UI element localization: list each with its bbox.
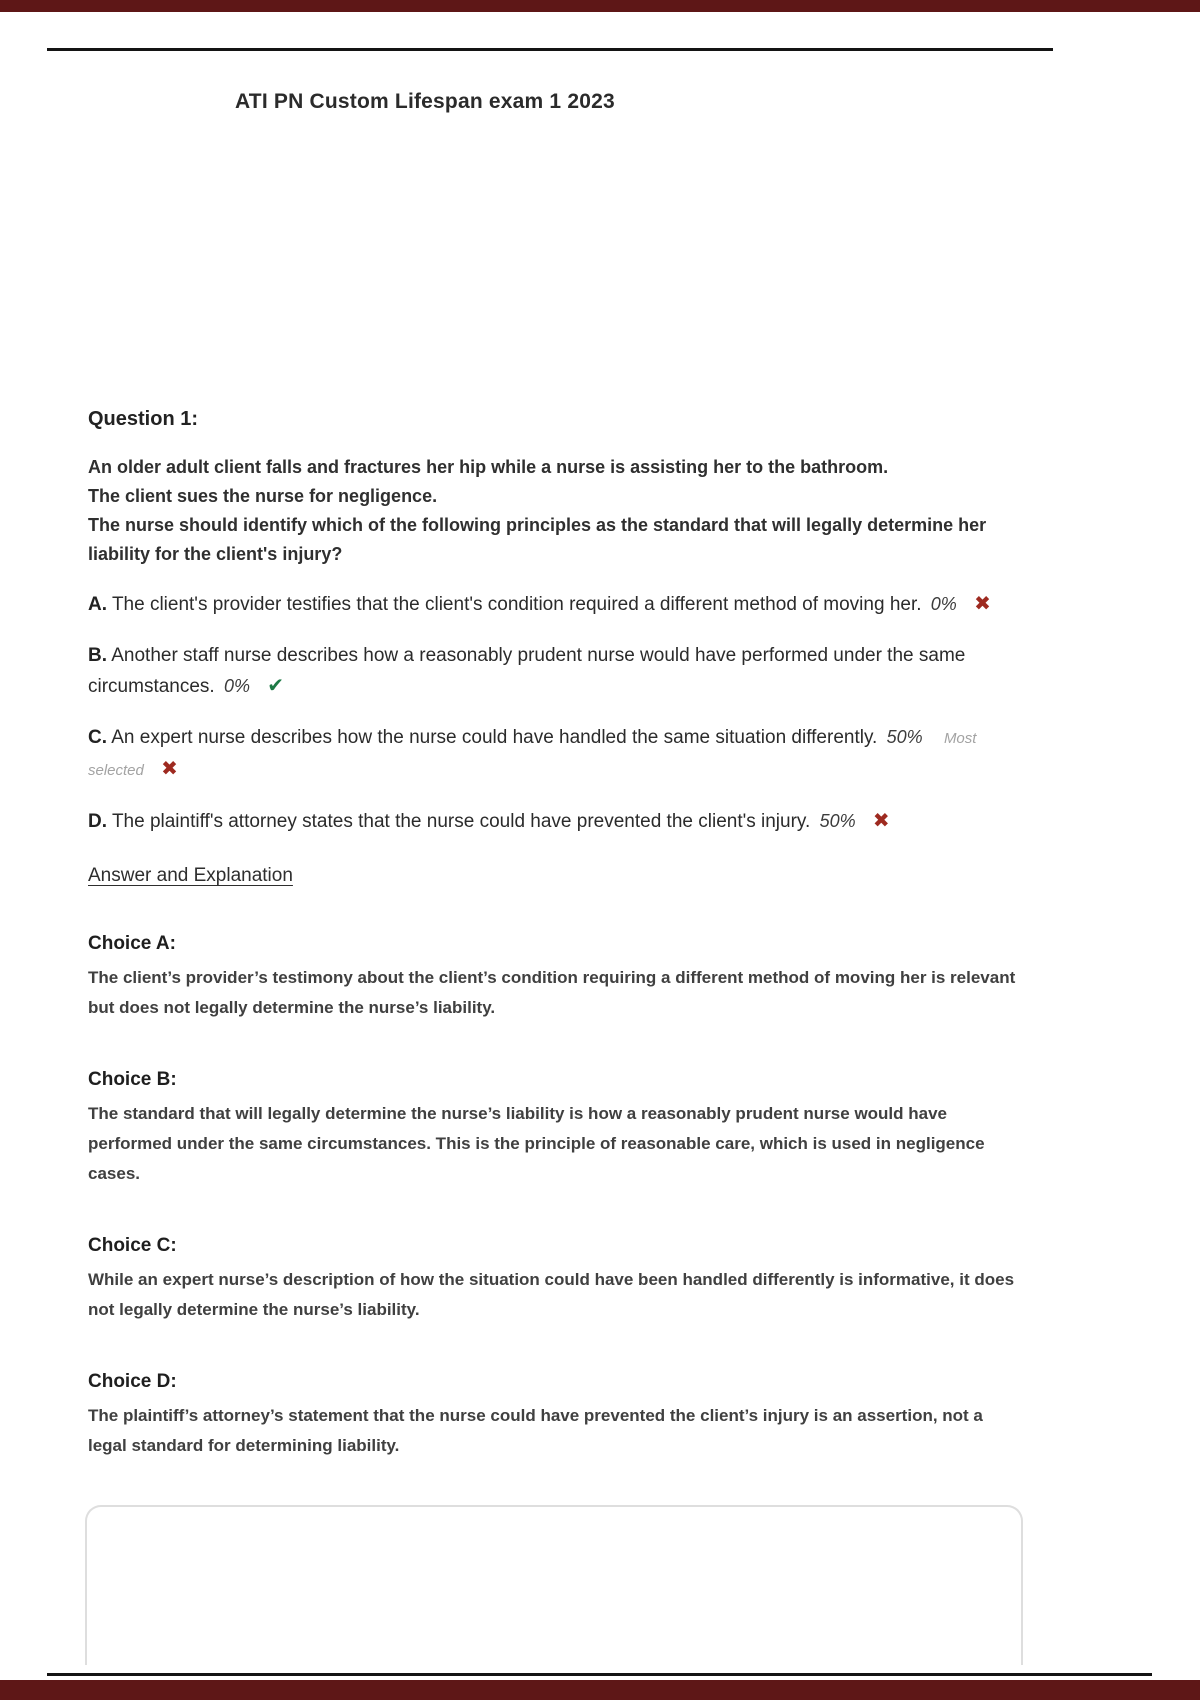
option-a-percent: 0% — [930, 594, 957, 614]
option-b — [88, 640, 1018, 702]
choice-d-heading: Choice D: — [88, 1371, 177, 1392]
choice-a-explanation: The client’s provider’s testimony about the client’s condition requiring a different method of moving her is relevant but does not legally determine the nurse’s liability. — [88, 968, 1016, 1017]
option-c — [88, 722, 1018, 786]
choice-b-explanation: The standard that will legally determine the nurse’s liability is how a reasonably prudent nurse would have performed under the same circumstances. This is the principle of reasonable care, which is used in negligence cases. — [88, 1104, 985, 1183]
option-d-letter: D. — [88, 811, 107, 832]
x-icon: ✖ — [974, 593, 991, 615]
option-a-text: The client's provider testifies that the client's condition required a different method of moving her. — [111, 594, 922, 615]
stem-line-1: An older adult client falls and fractures her hip while a nurse is assisting her to the bathroom. — [88, 457, 889, 477]
choice-b-heading: Choice B: — [88, 1069, 177, 1090]
choice-c-heading: Choice C: — [88, 1235, 177, 1256]
stem-line-2: The client sues the nurse for negligence. — [88, 486, 438, 506]
choice-d-explanation: The plaintiff’s attorney’s statement that the nurse could have prevented the client’s injury is an assertion, not a legal standard for determining liability. — [88, 1406, 983, 1455]
option-a — [88, 589, 1018, 620]
page-title: ATI PN Custom Lifespan exam 1 2023 — [235, 90, 615, 113]
option-c-text: An expert nurse describes how the nurse could have handled the same situation differently. — [111, 727, 878, 748]
option-b-letter: B. — [88, 645, 107, 666]
bottom-accent-bar — [0, 1680, 1200, 1700]
top-accent-bar — [0, 0, 1200, 12]
option-d-percent: 50% — [819, 811, 856, 831]
footer-card — [85, 1505, 1023, 1665]
question-label: Question 1: — [88, 408, 199, 430]
option-a-letter: A. — [88, 594, 107, 615]
option-b-percent: 0% — [223, 676, 250, 696]
option-c-letter: C. — [88, 727, 107, 748]
option-d-text: The plaintiff's attorney states that the nurse could have prevented the client's injury. — [111, 811, 811, 832]
option-c-percent: 50% — [886, 727, 923, 747]
most-selected-badge: Most selected — [88, 730, 977, 779]
x-icon: ✖ — [161, 758, 178, 780]
stem-line-3: The nurse should identify which of the following principles as the standard that will legally determine her liability for the client's injury? — [88, 515, 987, 564]
check-icon: ✔ — [267, 675, 285, 697]
document-body — [88, 90, 1026, 1461]
x-icon: ✖ — [872, 810, 890, 832]
answer-and-explanation-link[interactable]: Answer and Explanation — [88, 865, 293, 886]
option-b-text: Another staff nurse describes how a reasonably prudent nurse would have performed under the same circumstances. — [88, 645, 966, 697]
bottom-divider-line — [47, 1673, 1152, 1676]
option-d — [88, 806, 1018, 837]
choice-a-heading: Choice A: — [88, 933, 176, 954]
question-stem — [88, 453, 1023, 569]
top-divider-line — [47, 48, 1053, 51]
choice-c-explanation: While an expert nurse’s description of how the situation could have been handled differently is informative, it does not legally determine the nurse’s liability. — [88, 1270, 1015, 1319]
